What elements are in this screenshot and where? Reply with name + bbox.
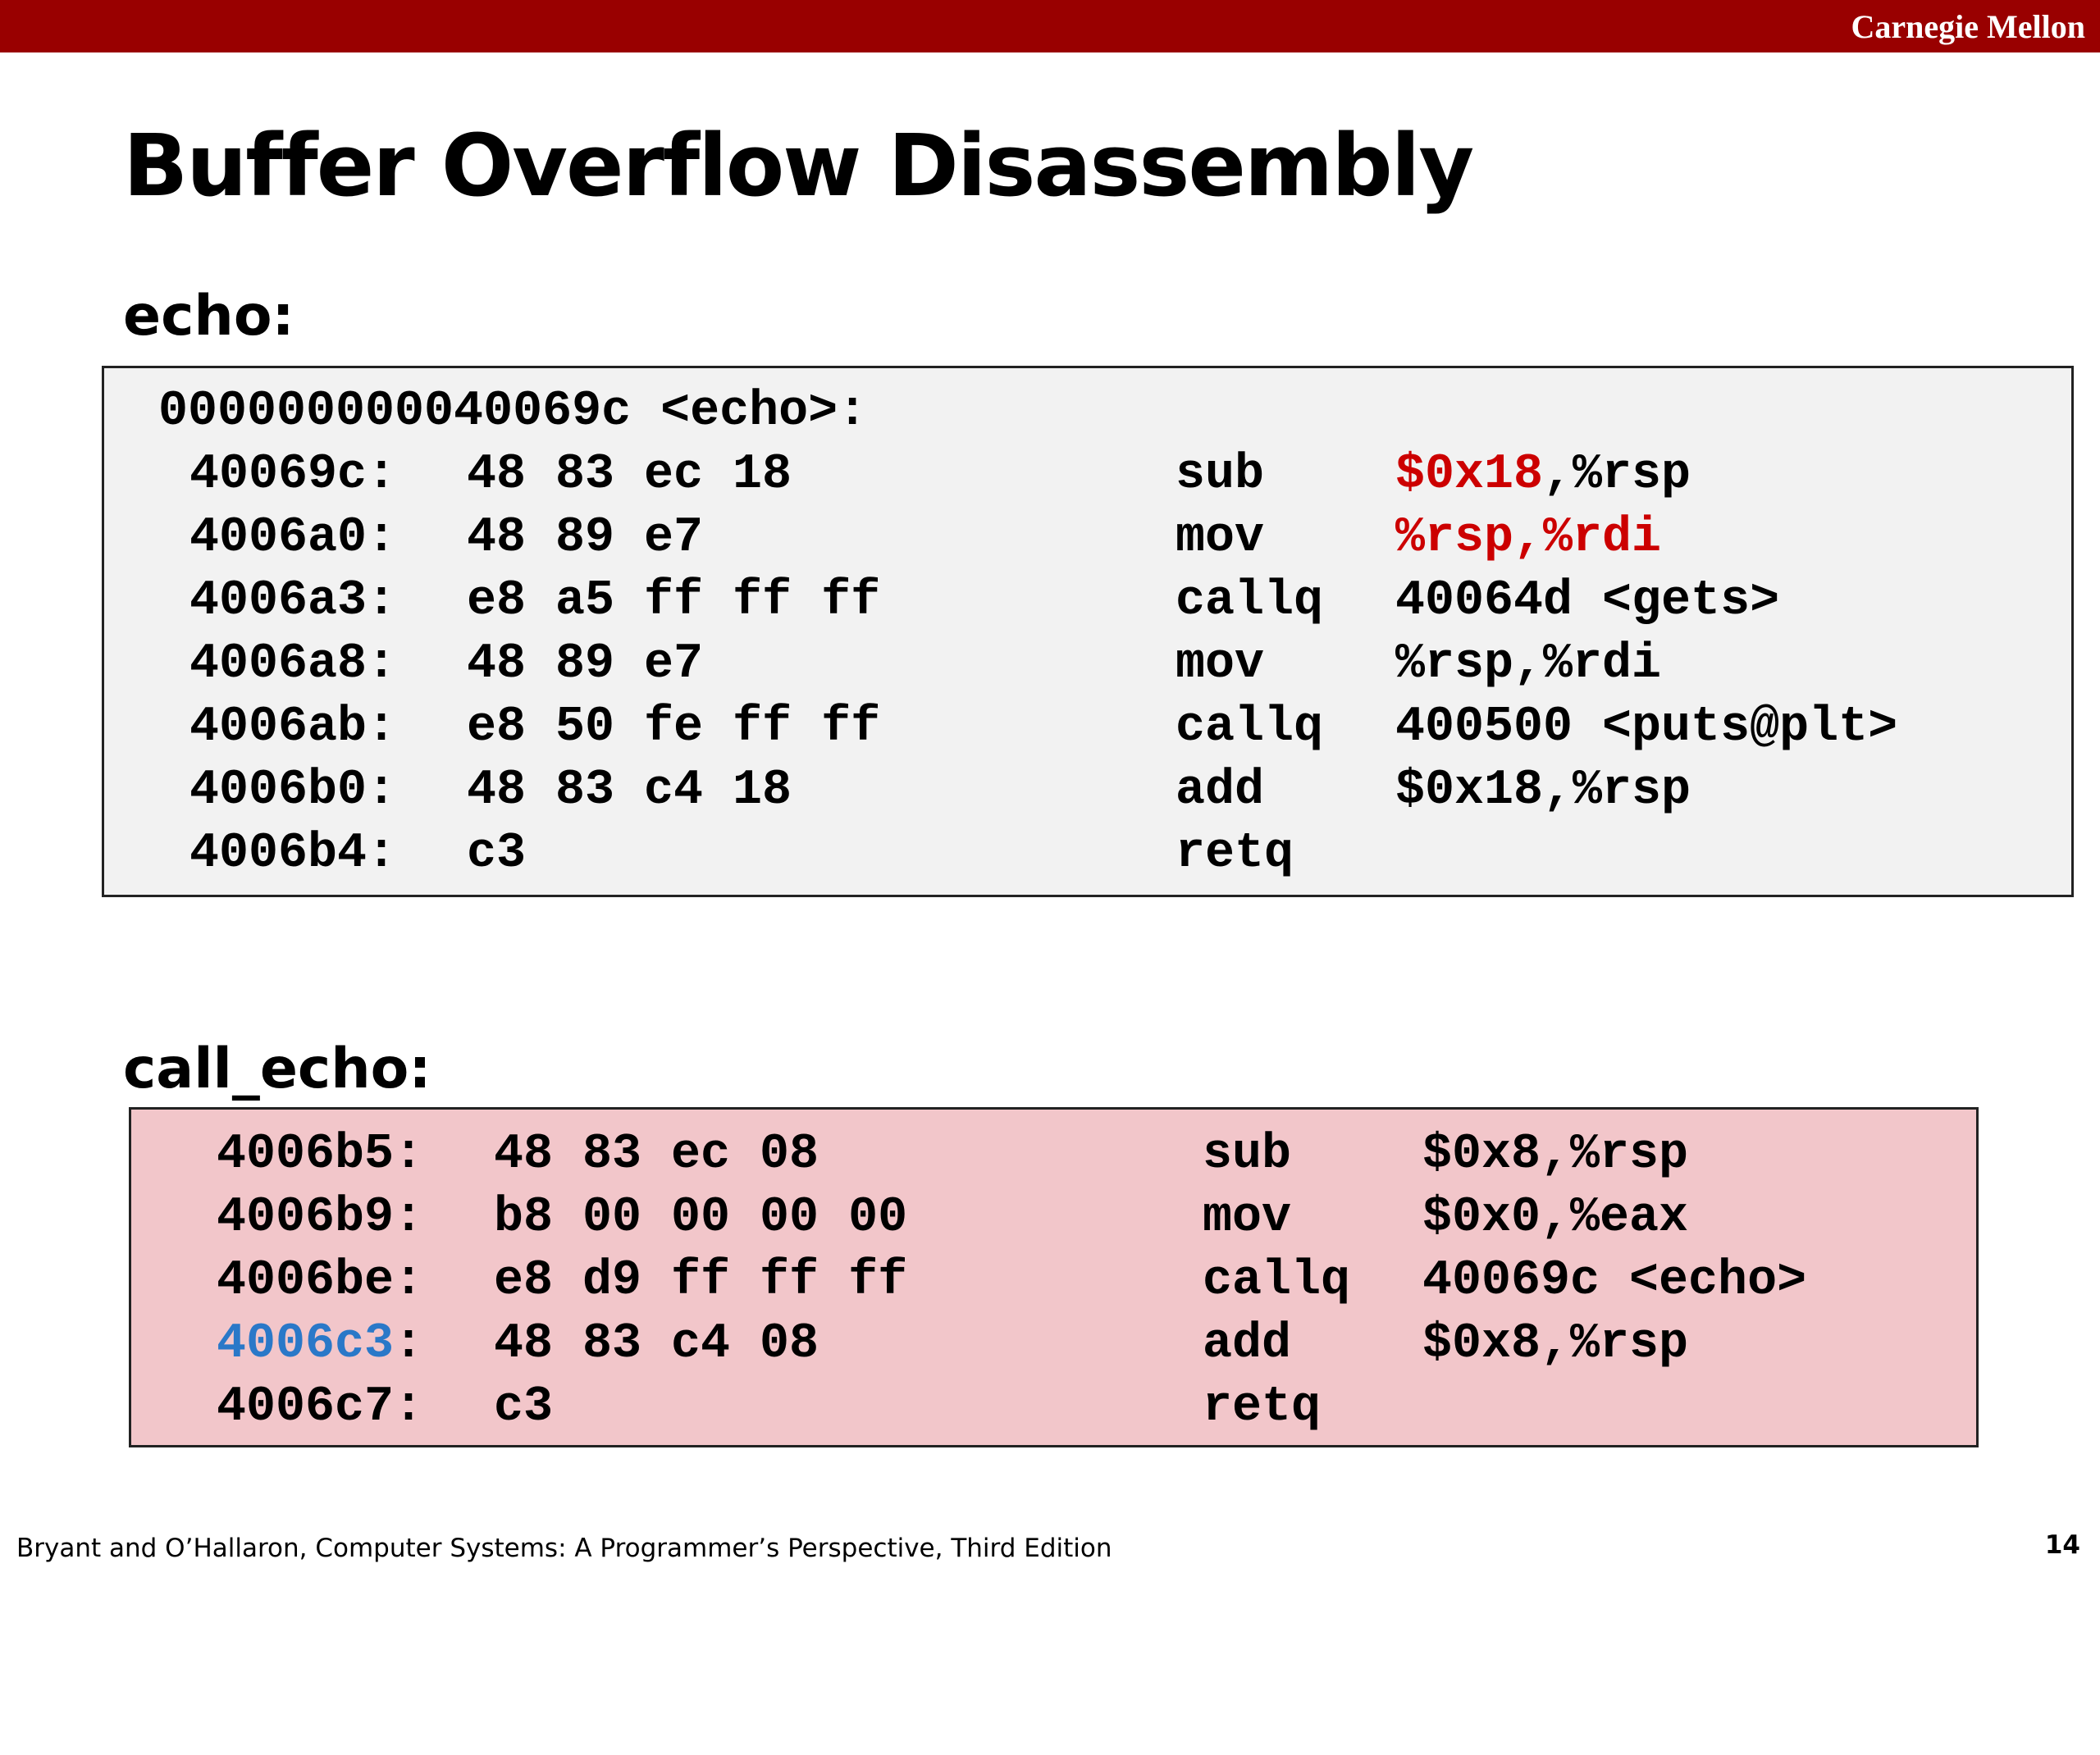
- address: [217, 1187, 423, 1250]
- address: 4006b0:: [189, 763, 397, 818]
- operand-rest: %rsp,%rdi: [1395, 636, 1662, 692]
- machine-bytes: 48 83 ec 08: [494, 1127, 819, 1183]
- code-row: [104, 696, 2071, 759]
- machine-bytes: e8 a5 ff ff ff: [467, 573, 881, 629]
- machine-bytes: c3: [467, 826, 527, 882]
- address: 4006a3:: [189, 573, 397, 629]
- function-header: 000000000040069c <echo>:: [158, 384, 868, 440]
- code-row: [131, 1313, 1976, 1376]
- citation-footer: Bryant and O’Hallaron, Computer Systems: A Programmer’s Perspective, Third Edition: [16, 1534, 1112, 1563]
- code-row: [104, 570, 2071, 633]
- code-row: [104, 633, 2071, 696]
- machine-bytes: c3: [494, 1379, 554, 1435]
- code-row: [131, 1376, 1976, 1439]
- mnemonic: callq: [1176, 573, 1324, 629]
- operand-rest: $0x18,%rsp: [1395, 763, 1691, 818]
- machine-bytes: 48 83 ec 18: [467, 447, 792, 503]
- operand: [1395, 633, 1661, 696]
- address-colon: :: [394, 1190, 424, 1246]
- mnemonic: add: [1203, 1316, 1292, 1372]
- call-echo-label: call_echo:: [123, 1037, 431, 1101]
- brand-name: Carnegie Mellon: [1851, 8, 2085, 45]
- address-colon: :: [394, 1316, 424, 1372]
- operand: [1395, 570, 1779, 633]
- mnemonic: retq: [1176, 826, 1294, 882]
- address-colon: :: [394, 1253, 424, 1309]
- code-row: [131, 1250, 1976, 1313]
- top-banner: [0, 0, 2100, 52]
- operand: 40069c <echo>: [1422, 1253, 1807, 1309]
- mnemonic: sub: [1176, 447, 1265, 503]
- return-address-highlight: 4006c3: [217, 1316, 395, 1372]
- address: 4006a8:: [189, 636, 397, 692]
- mnemonic: mov: [1203, 1190, 1292, 1246]
- code-row: [131, 1187, 1976, 1250]
- operand: [1395, 507, 1661, 570]
- address: 40069c:: [189, 447, 397, 503]
- address: 4006a0:: [189, 510, 397, 566]
- address-value: 4006be: [217, 1253, 395, 1309]
- machine-bytes: 48 83 c4 18: [467, 763, 792, 818]
- code-row: [131, 1124, 1976, 1187]
- address: [217, 1250, 423, 1313]
- address-colon: :: [394, 1379, 424, 1435]
- machine-bytes: b8 00 00 00 00: [494, 1190, 908, 1246]
- address: [217, 1313, 423, 1376]
- address-colon: :: [394, 1127, 424, 1183]
- code-row: [104, 507, 2071, 570]
- mnemonic: callq: [1176, 700, 1324, 755]
- mnemonic: add: [1176, 763, 1265, 818]
- operand: $0x0,%eax: [1422, 1190, 1689, 1246]
- call-echo-code-box: [129, 1107, 1979, 1447]
- mnemonic: callq: [1203, 1253, 1351, 1309]
- address-value: 4006b5: [217, 1127, 395, 1183]
- mnemonic: retq: [1203, 1379, 1322, 1435]
- mnemonic: sub: [1203, 1127, 1292, 1183]
- machine-bytes: e8 50 fe ff ff: [467, 700, 881, 755]
- code-row: [104, 759, 2071, 823]
- operand-rest: 40064d <gets>: [1395, 573, 1780, 629]
- operand: [1395, 444, 1691, 507]
- page-number: 14: [2044, 1530, 2080, 1560]
- machine-bytes: e8 d9 ff ff ff: [494, 1253, 908, 1309]
- code-row: [104, 823, 2071, 886]
- operand: $0x8,%rsp: [1422, 1127, 1689, 1183]
- address: [217, 1124, 423, 1187]
- echo-code-box: [102, 366, 2074, 897]
- operand-rest: ,%rsp: [1543, 447, 1691, 503]
- mnemonic: mov: [1176, 636, 1265, 692]
- operand-highlight: $0x18: [1395, 447, 1544, 503]
- machine-bytes: 48 89 e7: [467, 636, 704, 692]
- slide-title: Buffer Overflow Disassembly: [123, 116, 1473, 216]
- operand: [1395, 696, 1897, 759]
- echo-label: echo:: [123, 284, 294, 349]
- echo-header-line: [104, 381, 2071, 444]
- address: 4006b4:: [189, 826, 397, 882]
- mnemonic: mov: [1176, 510, 1265, 566]
- address: 4006ab:: [189, 700, 397, 755]
- machine-bytes: 48 89 e7: [467, 510, 704, 566]
- address: [217, 1376, 423, 1439]
- operand-highlight: %rsp,%rdi: [1395, 510, 1662, 566]
- code-row: [104, 444, 2071, 507]
- address-value: 4006c7: [217, 1379, 395, 1435]
- operand: $0x8,%rsp: [1422, 1316, 1689, 1372]
- address-value: 4006b9: [217, 1190, 395, 1246]
- operand-rest: 400500 <puts@plt>: [1395, 700, 1898, 755]
- machine-bytes: 48 83 c4 08: [494, 1316, 819, 1372]
- operand: [1395, 759, 1691, 823]
